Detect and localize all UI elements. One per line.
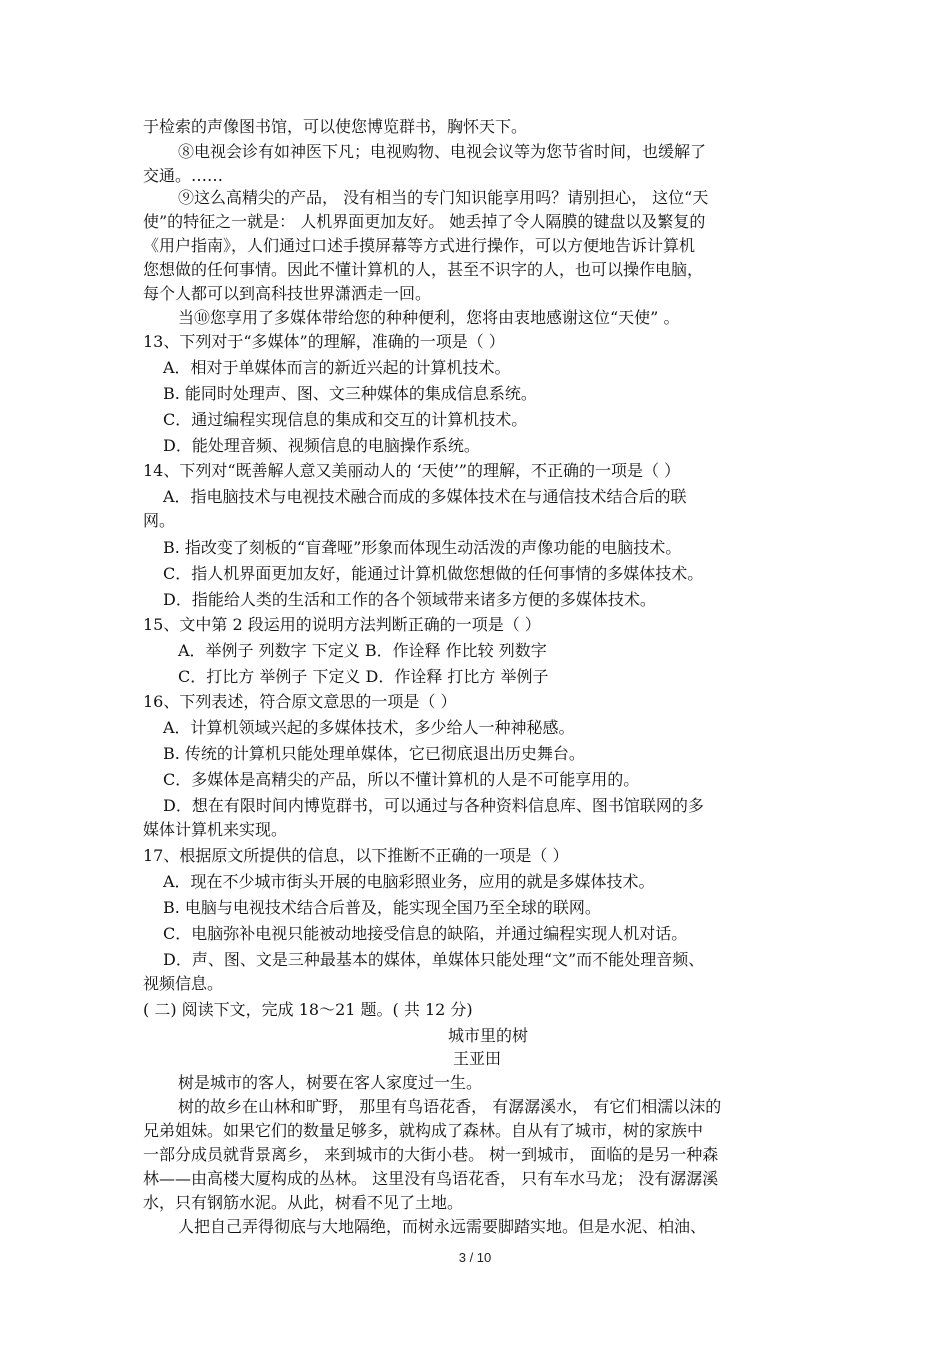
text-line: 视频信息。 [143, 974, 224, 993]
question-15: 15、文中第 2 段运用的说明方法判断正确的一项是（ ） [143, 615, 541, 634]
text-line: 兄弟姐妹。如果它们的数量足够多，就构成了森林。自从有了城市，树的家族中 [143, 1121, 704, 1140]
question-14-option-a: A．指电脑技术与电视技术融合而成的多媒体技术在与通信技术结合后的联 [163, 487, 687, 506]
article-paragraph-1: 树是城市的客人，树要在客人家度过一生。 [178, 1073, 483, 1092]
question-16-option-a: A．计算机领域兴起的多媒体技术，多少给人一种神秘感。 [163, 718, 575, 737]
question-17-option-b: B. 电脑与电视技术结合后普及，能实现全国乃至全球的联网。 [163, 898, 601, 917]
text-line: 您想做的任何事情。因此不懂计算机的人，甚至不识字的人，也可以操作电脑， [143, 260, 704, 279]
question-16: 16、下列表述，符合原文意思的一项是（ ） [143, 692, 457, 711]
question-16-option-b: B. 传统的计算机只能处理单媒体，它已彻底退出历史舞台。 [163, 744, 585, 763]
text-line: 一部分成员就背景离乡， 来到城市的大街小巷。 树一到城市， 面临的是另一种森 [143, 1145, 719, 1164]
text-line: 水，只有钢筋水泥。从此，树看不见了土地。 [143, 1193, 464, 1212]
paragraph-8: ⑧电视会诊有如神医下凡；电视购物、电视会议等为您节省时间，也缓解了 [178, 142, 707, 161]
text-line: 于检索的声像图书馆，可以使您博览群书，胸怀天下。 [143, 117, 528, 136]
question-15-options-cd: C．打比方 举例子 下定义 D．作诠释 打比方 举例子 [178, 667, 549, 686]
question-13: 13、下列对于“多媒体”的理解，准确的一项是（ ） [143, 332, 505, 351]
question-17: 17、根据原文所提供的信息，以下推断不正确的一项是（ ） [143, 846, 569, 865]
text-line: 网。 [143, 511, 176, 530]
question-17-option-c: C．电脑弥补电视只能被动地接受信息的缺陷，并通过编程实现人机对话。 [163, 924, 688, 943]
question-16-option-d: D．想在有限时间内博览群书，可以通过与各种资料信息库、图书馆联网的多 [163, 796, 704, 815]
section-heading: ( 二) 阅读下文，完成 18～21 题。( 共 12 分) [143, 1000, 473, 1019]
question-17-option-d: D．声、图、文是三种最基本的媒体，单媒体只能处理“文”而不能处理音频、 [163, 950, 705, 969]
article-author: 王亚田 [453, 1049, 502, 1068]
question-13-option-c: C．通过编程实现信息的集成和交互的计算机技术。 [163, 410, 528, 429]
text-line: 《用户指南》，人们通过口述手摸屏幕等方式进行操作，可以方便地告诉计算机 [143, 236, 696, 255]
question-13-option-b: B. 能同时处理声、图、文三种媒体的集成信息系统。 [163, 384, 537, 403]
question-14-option-d: D．指能给人类的生活和工作的各个领域带来诸多方便的多媒体技术。 [163, 590, 656, 609]
article-paragraph-2: 树的故乡在山林和旷野， 那里有鸟语花香， 有潺潺溪水， 有它们相濡以沫的 [178, 1097, 722, 1116]
question-14-option-b: B. 指改变了刻板的“盲聋哑”形象而体现生动活泼的声像功能的电脑技术。 [163, 538, 682, 557]
question-15-options-ab: A．举例子 列数字 下定义 B．作诠释 作比较 列数字 [178, 641, 547, 660]
paragraph-9: ⑨这么高精尖的产品， 没有相当的专门知识能享用吗？请别担心， 这位“天 [178, 188, 709, 207]
article-title: 城市里的树 [448, 1026, 529, 1045]
question-14: 14、下列对“既善解人意又美丽动人的 ‘天使’”的理解，不正确的一项是（ ） [143, 461, 681, 480]
text-line: 使”的特征之一就是： 人机界面更加友好。 她丢掉了令人隔膜的键盘以及繁复的 [143, 212, 706, 231]
text-line: 林——由高楼大厦构成的丛林。 这里没有鸟语花香， 只有车水马龙； 没有潺潺溪 [143, 1169, 719, 1188]
question-17-option-a: A．现在不少城市街头开展的电脑彩照业务，应用的就是多媒体技术。 [163, 872, 655, 891]
question-14-option-c: C．指人机界面更加友好，能通过计算机做您想做的任何事情的多媒体技术。 [163, 564, 704, 583]
text-line: 交通。…… [143, 166, 224, 185]
paragraph-10: 当⑩您享用了多媒体带给您的种种便利，您将由衷地感谢这位“天使” 。 [178, 308, 680, 327]
question-16-option-c: C．多媒体是高精尖的产品，所以不懂计算机的人是不可能享用的。 [163, 770, 640, 789]
text-line: 每个人都可以到高科技世界潇洒走一回。 [143, 284, 432, 303]
page-number: 3 / 10 [458, 1250, 492, 1265]
article-paragraph-3: 人把自己弄得彻底与大地隔绝，而树永远需要脚踏实地。但是水泥、柏油、 [178, 1217, 707, 1236]
text-line: 媒体计算机来实现。 [143, 820, 288, 839]
question-13-option-a: A．相对于单媒体而言的新近兴起的计算机技术。 [163, 358, 511, 377]
question-13-option-d: D．能处理音频、视频信息的电脑操作系统。 [163, 436, 480, 455]
